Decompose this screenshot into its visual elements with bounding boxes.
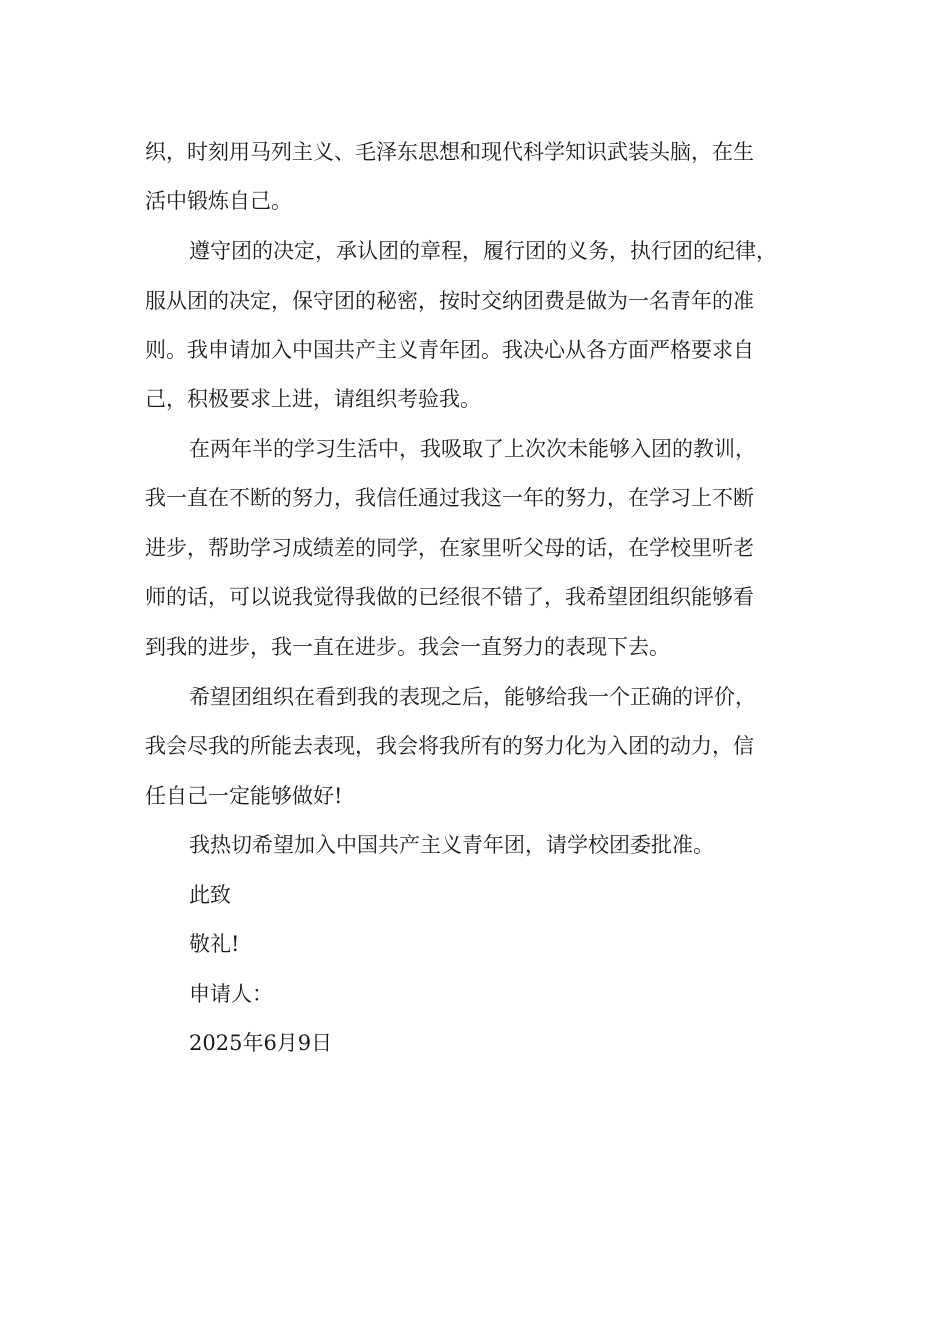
body-line: 己，积极要求上进，请组织考验我。 bbox=[145, 387, 481, 411]
salutation-cizhi: 此致 bbox=[189, 883, 231, 907]
salutation-jingli: 敬礼! bbox=[189, 932, 240, 956]
paragraph-first-line: 在两年半的学习生活中，我吸取了上次次未能够入团的教训， bbox=[189, 437, 756, 461]
body-line: 服从团的决定，保守团的秘密，按时交纳团费是做为一名青年的准 bbox=[145, 289, 754, 313]
body-line: 织，时刻用马列主义、毛泽东思想和现代科学知识武装头脑，在生 bbox=[145, 140, 754, 164]
applicant-label: 申请人： bbox=[189, 982, 273, 1006]
paragraph-first-line: 遵守团的决定，承认团的章程，履行团的义务，执行团的纪律， bbox=[189, 239, 777, 263]
body-line: 进步，帮助学习成绩差的同学，在家里听父母的话，在学校里听老 bbox=[145, 536, 754, 560]
body-line: 则。我申请加入中国共产主义青年团。我决心从各方面严格要求自 bbox=[145, 338, 754, 362]
date: 2025年6月9日 bbox=[189, 1031, 333, 1055]
body-line: 师的话，可以说我觉得我做的已经很不错了，我希望团组织能够看 bbox=[145, 585, 754, 609]
body-line: 到我的进步，我一直在进步。我会一直努力的表现下去。 bbox=[145, 635, 670, 659]
body-line: 我会尽我的所能去表现，我会将我所有的努力化为入团的动力，信 bbox=[145, 734, 754, 758]
body-line: 任自己一定能够做好! bbox=[145, 784, 343, 808]
body-line: 活中锻炼自己。 bbox=[145, 189, 292, 213]
body-line: 我一直在不断的努力，我信任通过我这一年的努力，在学习上不断 bbox=[145, 486, 754, 510]
closing-request: 我热切希望加入中国共产主义青年团，请学校团委批准。 bbox=[189, 833, 714, 857]
paragraph-first-line: 希望团组织在看到我的表现之后，能够给我一个正确的评价， bbox=[189, 685, 756, 709]
